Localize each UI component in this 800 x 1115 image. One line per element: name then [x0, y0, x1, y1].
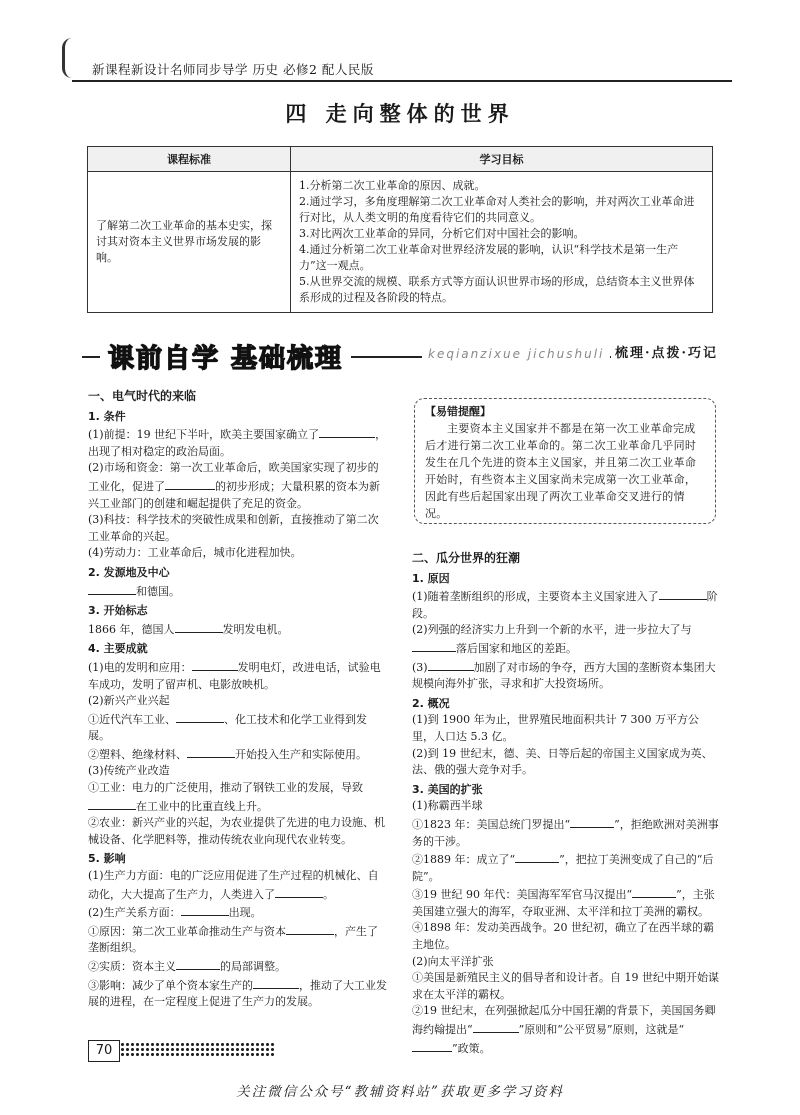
- text: (2)列强的经济实力上升到一个新的水平，进一步拉大了与: [412, 623, 692, 637]
- footer-dot-pattern: [120, 1042, 276, 1058]
- paragraph: [88, 903, 388, 922]
- text: ②塑料、绝缘材料、: [88, 747, 187, 761]
- paragraph: (3)科技：科学技术的突破性成果和创新，直接推动了第二次工业革命的兴起。: [88, 513, 379, 543]
- section-banner: [82, 338, 722, 374]
- paragraph: (4)劳动力：工业革命后，城市化进程加快。: [88, 546, 302, 560]
- text: (1)生产力方面：电的广泛应用促进了生产过程的机械化、自动化，大大提高了生产力，人类进入了: [88, 869, 379, 901]
- text: 发明发电机。: [222, 622, 289, 636]
- text: (1)随着垄断组织的形成，主要资本主义国家进入了: [412, 590, 659, 604]
- paragraph: ①美国是新殖民主义的倡导者和设计者。自 19 世纪中期开始谋求在太平洋的霸权。: [412, 971, 719, 1001]
- text: ”政策。: [452, 1041, 491, 1055]
- text: 落后国家和地区的差距。: [456, 641, 577, 655]
- paragraph: (2)到 19 世纪末，德、美、日等后起的帝国主义国家成为英、法、俄的强大竞争对手。: [412, 746, 713, 777]
- paragraph: [412, 587, 720, 622]
- fill-blank[interactable]: [632, 885, 676, 898]
- text: (1)前提：19 世纪下半叶，欧美主要国家确立了: [88, 428, 320, 442]
- fill-blank[interactable]: [88, 582, 136, 595]
- fill-blank[interactable]: [175, 620, 223, 633]
- text: 、化工技术和化学工业得到发展。: [88, 712, 367, 743]
- paragraph: ④1898 年：发动美西战争。20 世纪初，确立了在西半球的霸主地位。: [412, 921, 714, 952]
- text: 加剧了对市场的争夺，西方大国的垄断资本集团大规模向海外扩张，寻求和扩大投资场所。: [412, 660, 716, 691]
- table-row: [88, 172, 713, 313]
- footer-note: 关注微信公众号“教辅资料站”获取更多学习资料: [236, 1084, 564, 1100]
- text: ②1889 年：成立了“: [412, 853, 516, 867]
- fill-blank[interactable]: [412, 1039, 452, 1052]
- section-heading: 一、电气时代的来临: [88, 389, 197, 403]
- goal-item: 5.从世界交流的规模、联系方式等方面认识世界市场的形成，总结资本主义世界体系形成的过程及各阶段的特点。: [299, 275, 695, 304]
- text: ①工业：电力的广泛使用，推动了钢铁工业的发展，导致: [88, 781, 363, 795]
- goal-item: 3.对比两次工业革命的异同，分析它们对中国社会的影响。: [299, 227, 585, 240]
- text: ②实质：资本主义: [88, 960, 176, 973]
- page-number: 70: [88, 1040, 120, 1062]
- lesson-title: 四 走向整体的世界: [285, 102, 515, 126]
- fill-blank[interactable]: [275, 885, 323, 898]
- text: 。: [323, 887, 334, 901]
- text: 发明电灯，改进电话，试验电车成功，发明了留声机、电影放映机。: [88, 660, 381, 691]
- paragraph: [412, 1003, 720, 1057]
- goal-item: 4.通过分析第二次工业革命对世界经济发展的影响，认识“科学技术是第一生产力”这一观点。: [299, 243, 679, 272]
- paragraph: [88, 460, 388, 512]
- error-tip-box: [414, 398, 716, 524]
- paragraph: [412, 885, 720, 920]
- tip-title: 【易错提醒】: [425, 405, 491, 418]
- goal-item: 2.通过学习，多角度理解第二次工业革命对人类社会的影响，并对两次工业革命进行对比，从人类文明的角度看待它们的共同意义。: [299, 195, 695, 224]
- text: ，出现了相对稳定的政治局面。: [88, 428, 387, 458]
- paragraph: (1)到 1900 年为止，世界殖民地面积共计 7 300 万平方公里，人口达 5.3 亿。: [412, 713, 700, 743]
- paragraph: [88, 620, 388, 639]
- text: ”，主张美国建立强大的海军，夺取亚洲、太平洋和拉丁美洲的霸权。: [412, 888, 715, 918]
- left-column: [88, 386, 388, 1011]
- page-footer: [88, 1040, 278, 1060]
- table-header-row: [88, 147, 713, 172]
- fill-blank[interactable]: [473, 1020, 519, 1033]
- subheading: 1. 条件: [88, 409, 126, 423]
- fill-blank[interactable]: [286, 922, 334, 935]
- course-standard-cell: 了解第二次工业革命的基本史实，探讨其对资本主义世界市场发展的影响。: [88, 172, 291, 313]
- fill-blank[interactable]: [165, 477, 215, 490]
- header-decoration: [62, 38, 75, 78]
- fill-blank[interactable]: [428, 658, 474, 671]
- banner-tag: 梳理·点拨·巧记: [611, 342, 722, 361]
- paragraph: [412, 658, 720, 693]
- text: 1866 年，德国人: [88, 622, 175, 636]
- paragraph: [88, 745, 388, 764]
- text: 的初步形成；大量积累的资本为新兴工业部门的创建和崛起提供了充足的资金。: [88, 479, 380, 510]
- header-text: 新课程新设计名师同步导学 历史 必修2 配人民版: [92, 62, 374, 77]
- paragraph: (3)传统产业改造: [88, 764, 170, 778]
- subheading: 4. 主要成就: [88, 642, 148, 656]
- fill-blank[interactable]: [412, 639, 456, 652]
- paragraph: [88, 868, 388, 903]
- paragraph: [412, 850, 720, 885]
- subheading: 1. 原因: [412, 571, 450, 585]
- tip-body: 主要资本主义国家并不都是在第一次工业革命完成后才进行第二次工业革命的。第二次工业革命几乎同时发生在几个先进的资本主义国家，并且第二次工业革命开始时，有些资本主义国家尚未完成第一次工业革命，因此有些后起国家出现了两次工业革命交叉进行的情况。: [425, 422, 697, 520]
- text: 的局部调整。: [220, 960, 286, 973]
- text: 出现。: [228, 906, 262, 920]
- fill-blank[interactable]: [319, 425, 375, 438]
- text: 在工业中的比重直线上升。: [136, 799, 268, 813]
- paragraph: (2)向太平洋扩张: [412, 954, 494, 968]
- subheading: 3. 美国的扩张: [412, 782, 483, 796]
- text: (2)市场和资金：第一次工业革命后，欧美国家实现了初步的工业化，促进了: [88, 461, 379, 493]
- paragraph: [88, 710, 388, 745]
- text: ”原则和“公平贸易”原则，这就是“: [518, 1023, 685, 1037]
- fill-blank[interactable]: [192, 658, 238, 671]
- text: ③影响：减少了单个资本家生产的: [88, 978, 253, 992]
- text: ”，拒绝欧洲对美洲事务的干涉。: [412, 817, 719, 848]
- text: ”，把拉丁美洲变成了自己的“后院”。: [412, 853, 714, 883]
- text: ③19 世纪 90 年代：美国海军军官马汉提出“: [412, 888, 633, 902]
- fill-blank[interactable]: [659, 587, 707, 600]
- paragraph: [88, 780, 388, 815]
- paragraph: [88, 976, 388, 1011]
- subheading: 3. 开始标志: [88, 604, 148, 618]
- paragraph: [88, 425, 388, 460]
- text: 和德国。: [136, 584, 180, 598]
- paragraph: [412, 815, 720, 850]
- paragraph: [88, 658, 388, 693]
- fill-blank[interactable]: [181, 903, 229, 916]
- fill-blank[interactable]: [176, 957, 220, 970]
- text: ①近代汽车工业、: [88, 712, 176, 726]
- text: ，推动了大工业发展的进程，在一定程度上促进了生产力的发展。: [88, 978, 387, 1009]
- paragraph: [88, 582, 388, 601]
- subheading: 2. 概况: [412, 696, 450, 710]
- fill-blank[interactable]: [176, 710, 224, 723]
- banner-pinyin: keqianzixue jichushuli: [422, 347, 610, 361]
- running-header: [72, 44, 732, 82]
- fill-blank[interactable]: [88, 797, 136, 810]
- banner-title: 课前自学 基础梳理: [100, 338, 351, 375]
- fill-blank[interactable]: [570, 815, 614, 828]
- fill-blank[interactable]: [253, 976, 299, 989]
- paragraph: [88, 922, 388, 957]
- paragraph: (2)新兴产业兴起: [88, 694, 170, 708]
- col-header-standard: 课程标准: [88, 147, 291, 172]
- right-column: [412, 548, 720, 1057]
- text: ②19 世纪末，在列强掀起瓜分中国狂潮的背景下，美国国务卿海约翰提出“: [412, 1004, 716, 1037]
- text: ①1823 年：美国总统门罗提出“: [412, 817, 571, 831]
- subheading: 5. 影响: [88, 852, 126, 866]
- text: ①原因：第二次工业革命推动生产与资本: [88, 924, 286, 938]
- col-header-goals: 学习目标: [291, 147, 713, 172]
- paragraph: ②农业：新兴产业的兴起，为农业提供了先进的电力设施、机械设备、化学肥料等，推动传统农业向现代农业转变。: [88, 816, 385, 846]
- text: 阶段。: [412, 590, 718, 620]
- text: 开始投入生产和实际使用。: [235, 747, 367, 761]
- fill-blank[interactable]: [187, 745, 235, 758]
- subheading: 2. 发源地及中心: [88, 565, 170, 579]
- fill-blank[interactable]: [515, 850, 559, 863]
- paragraph: [412, 622, 720, 657]
- text: ，产生了垄断组织。: [88, 924, 378, 955]
- text: (2)生产关系方面：: [88, 906, 181, 920]
- text: (1)电的发明和应用：: [88, 660, 192, 674]
- standards-table: [87, 146, 713, 313]
- section-heading: 二、瓜分世界的狂潮: [412, 551, 521, 565]
- goal-item: 1.分析第二次工业革命的原因、成就。: [299, 179, 486, 192]
- learning-goals-cell: [291, 172, 713, 313]
- paragraph: [88, 957, 388, 976]
- paragraph: (1)称霸西半球: [412, 799, 483, 813]
- text: (3): [412, 660, 428, 674]
